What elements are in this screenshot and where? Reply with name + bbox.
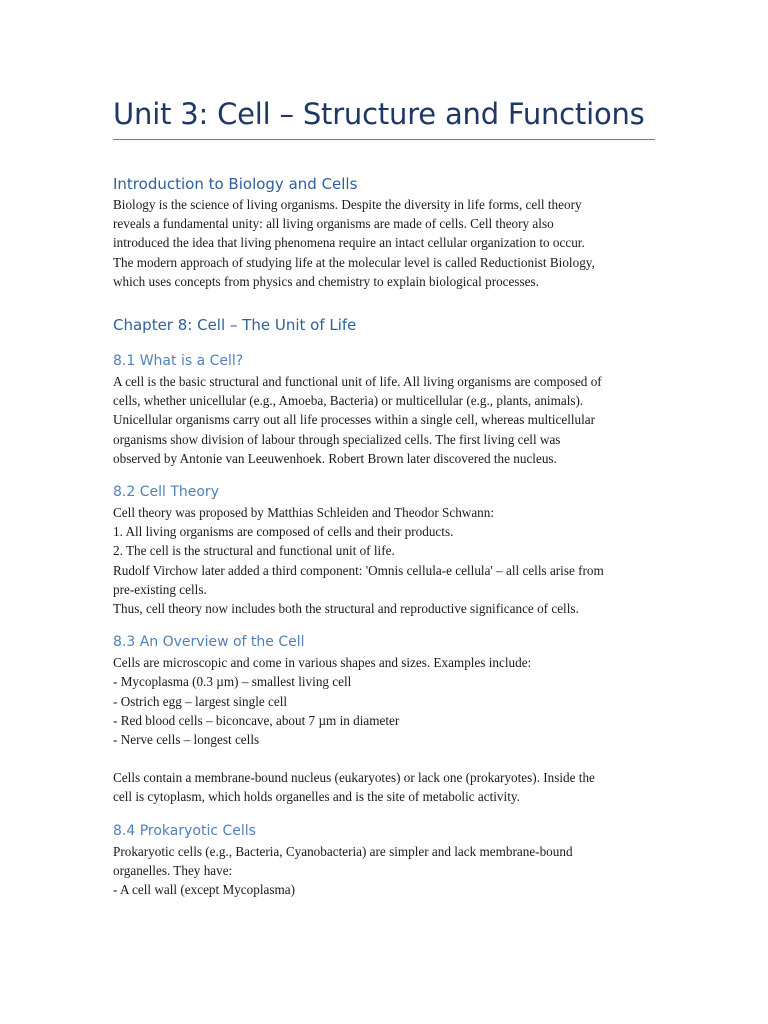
- text-line: Rudolf Virchow later added a third component: 'Omnis cellula-e cellula' – all cells arise from: [113, 562, 604, 578]
- text-line: cells, whether unicellular (e.g., Amoeba, Bacteria) or multicellular (e.g., plants, animals).: [113, 393, 584, 409]
- text-line: The modern approach of studying life at the molecular level is called Reductionist Biology,: [113, 254, 595, 270]
- section-8-1-paragraph: [113, 372, 658, 468]
- text-line: 1. All living organisms are composed of cells and their products.: [113, 524, 454, 540]
- text-line: reveals a fundamental unity: all living organisms are made of cells. Cell theory also: [113, 216, 554, 232]
- text-line: organelles. They have:: [113, 862, 233, 878]
- text-line: Cell theory was proposed by Matthias Schleiden and Theodor Schwann:: [113, 505, 495, 521]
- list-item: - Nerve cells – longest cells: [113, 732, 260, 748]
- document-page: [113, 92, 658, 899]
- text-line: A cell is the basic structural and functional unit of life. All living organisms are composed of: [113, 374, 602, 390]
- section-8-3-paragraph: [113, 653, 658, 806]
- chapter-heading: Chapter 8: Cell – The Unit of Life: [113, 316, 357, 335]
- section-8-4-paragraph: [113, 842, 658, 900]
- section-8-4-heading: 8.4 Prokaryotic Cells: [113, 822, 256, 839]
- intro-paragraph: [113, 195, 658, 291]
- section-8-1-heading: 8.1 What is a Cell?: [113, 353, 244, 370]
- section-8-3-heading: 8.3 An Overview of the Cell: [113, 634, 305, 651]
- text-line: Prokaryotic cells (e.g., Bacteria, Cyanobacteria) are simpler and lack membrane-bound: [113, 843, 573, 859]
- text-line: pre-existing cells.: [113, 581, 207, 597]
- text-line: organisms show division of labour through specialized cells. The first living cell was: [113, 431, 561, 447]
- text-line: Cells are microscopic and come in various shapes and sizes. Examples include:: [113, 655, 532, 671]
- list-item: - Mycoplasma (0.3 µm) – smallest living cell: [113, 674, 352, 690]
- text-line: Cells contain a membrane-bound nucleus (eukaryotes) or lack one (prokaryotes). Inside the: [113, 770, 595, 786]
- intro-heading: Introduction to Biology and Cells: [113, 175, 358, 193]
- section-8-2-paragraph: [113, 503, 658, 618]
- text-line: Biology is the science of living organisms. Despite the diversity in life forms, cell theory: [113, 197, 582, 212]
- title-divider: [113, 139, 655, 140]
- text-line: observed by Antonie van Leeuwenhoek. Robert Brown later discovered the nucleus.: [113, 450, 557, 466]
- text-line: which uses concepts from physics and chemistry to explain biological processes.: [113, 273, 539, 289]
- document-title: Unit 3: Cell – Structure and Functions: [113, 97, 645, 131]
- text-line: introduced the idea that living phenomena require an intact cellular organization to occur.: [113, 235, 585, 251]
- list-item: - Red blood cells – biconcave, about 7 µm in diameter: [113, 712, 400, 728]
- text-line: 2. The cell is the structural and functional unit of life.: [113, 543, 395, 559]
- text-line: cell is cytoplasm, which holds organelles and is the site of metabolic activity.: [113, 789, 520, 805]
- list-item: - A cell wall (except Mycoplasma): [113, 882, 295, 898]
- section-8-2-heading: 8.2 Cell Theory: [113, 484, 219, 501]
- text-line: Thus, cell theory now includes both the structural and reproductive significance of cells.: [113, 601, 579, 617]
- text-line: Unicellular organisms carry out all life processes within a single cell, whereas multicellular: [113, 412, 596, 428]
- blank-line: [113, 749, 658, 768]
- list-item: - Ostrich egg – largest single cell: [113, 693, 288, 709]
